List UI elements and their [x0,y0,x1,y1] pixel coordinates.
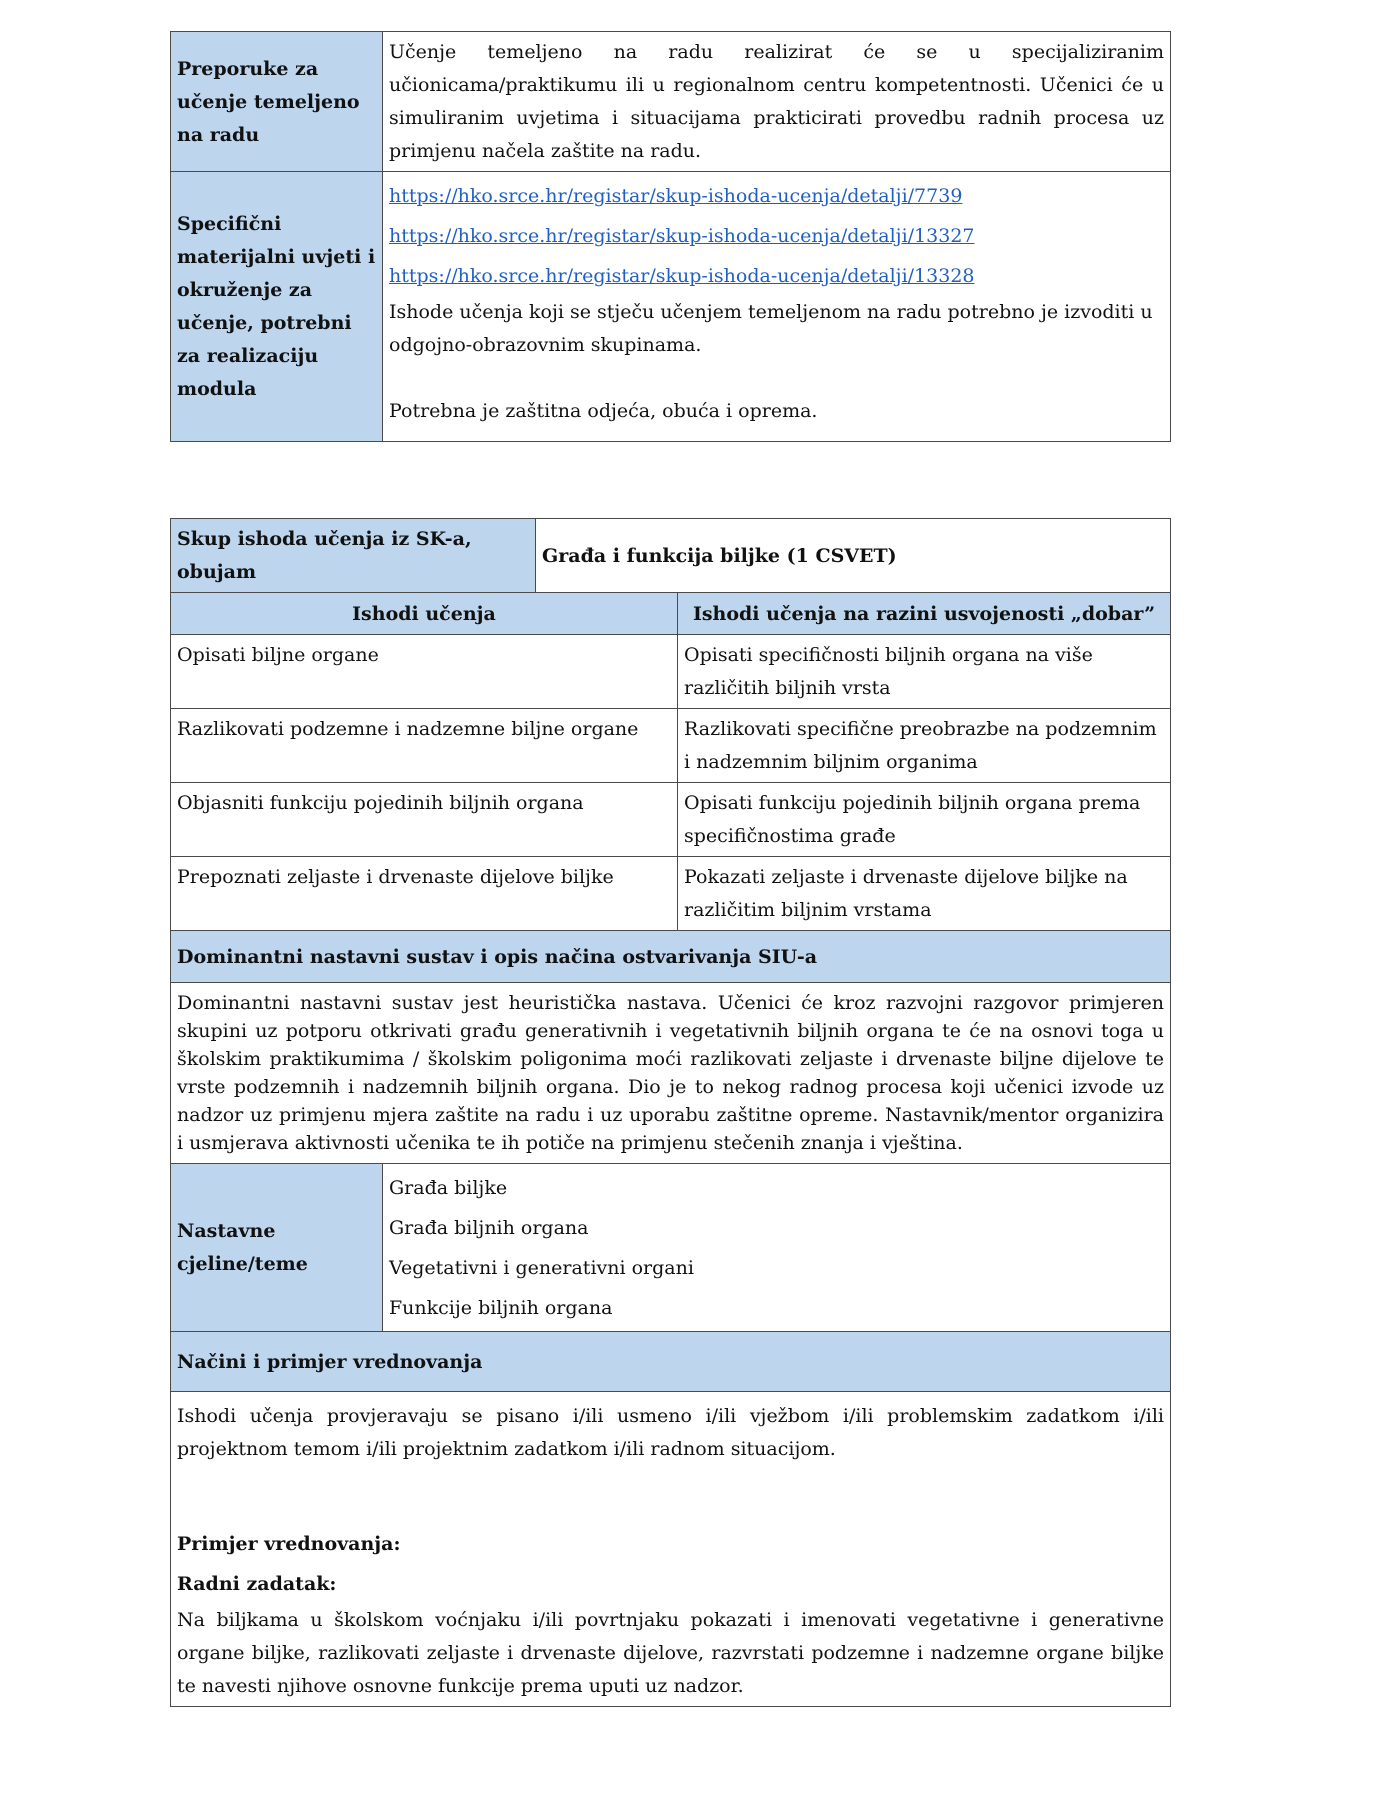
spacer [389,362,1164,395]
table-row [171,983,1171,1164]
column-header-row [171,593,1171,635]
set-label: Skup ishoda učenja iz SK-a, obujam [171,519,536,593]
task-label: Radni zadatak: [177,1573,337,1595]
eval-text: Ishodi učenja provjeravaju se pisano i/ili usmeno i/ili vježbom i/ili problemskim zadatkom i/ili projektnom temom i/ili projektnim zadatkom i/ili radnom situacijom. [177,1405,1164,1460]
eval-heading: Načini i primjer vrednovanja [171,1332,1171,1392]
table-row [171,32,1171,172]
eval-cell [171,1392,1171,1707]
learning-outcomes-table [170,518,1171,1707]
topic-item: Građa biljnih organa [389,1217,589,1239]
table-row [171,1392,1171,1707]
table-row [171,857,1171,931]
column-header-outcomes: Ishodi učenja [171,593,678,635]
topic-item: Vegetativni i generativni organi [389,1257,694,1279]
outcome-good: Opisati funkciju pojedinih biljnih organa prema specifičnostima građe [678,783,1171,857]
example-label: Primjer vrednovanja: [177,1533,401,1555]
module-conditions-table [170,31,1171,442]
hko-link[interactable]: https://hko.srce.hr/registar/skup-ishoda-ucenja/detalji/13328 [389,265,975,287]
outcome: Prepoznati zeljaste i drvenaste dijelove biljke [171,857,678,931]
table-row [171,172,1171,442]
table-row [171,709,1171,783]
system-text: Dominantni nastavni sustav jest heuristička nastava. Učenici će kroz razvojni razgovor primjeren skupini uz potporu otkrivati građu generativnih i vegetativnih biljnih organa te će na osnovi toga u školskim praktikumima / školskim poligonima moći razlikovati zeljaste i drvenaste biljne dijelove te vrste podzemnih i nadzemnih biljnih organa. Dio je to nekog radnog procesa koji učenici izvode uz nadzor uz primjenu mjera zaštite na radu i uz uporabu zaštitne opreme. Nastavnik/mentor organizira i usmjerava aktivnosti učenika te ih potiče na primjenu stečenih znanja i vještina. [171,983,1171,1164]
row-label: Preporuke za učenje temeljeno na radu [171,32,383,172]
outcome-good: Razlikovati specifične preobrazbe na podzemnim i nadzemnim biljnim organima [678,709,1171,783]
system-heading: Dominantni nastavni sustav i opis načina ostvarivanja SIU-a [171,931,1171,983]
spacer [177,1466,1164,1524]
section-heading-row [171,931,1171,983]
table-row [171,635,1171,709]
outcome-good: Opisati specifičnosti biljnih organa na više različitih biljnih vrsta [678,635,1171,709]
outcome: Razlikovati podzemne i nadzemne biljne organe [171,709,678,783]
outcome-good: Pokazati zeljaste i drvenaste dijelove biljke na različitim biljnim vrstama [678,857,1171,931]
equipment-text: Potrebna je zaštitna odjeća, obuća i oprema. [389,400,818,422]
outcome: Opisati biljne organe [171,635,678,709]
topics-cell [383,1164,1171,1332]
topics-row [171,1164,1171,1332]
hko-link[interactable]: https://hko.srce.hr/registar/skup-ishoda-ucenja/detalji/13327 [389,225,975,247]
section-heading-row [171,1332,1171,1392]
row-label: Specifični materijalni uvjeti i okruženje za učenje, potrebni za realizaciju modula [171,172,383,442]
set-value: Građa i funkcija biljke (1 CSVET) [536,519,1171,593]
outcome: Objasniti funkciju pojedinih biljnih organa [171,783,678,857]
task-text: Na biljkama u školskom voćnjaku i/ili povrtnjaku pokazati i imenovati vegetativne i generativne organe biljke, razlikovati zeljaste i drvenaste dijelove, razvrstati podzemne i nadzemne organe biljke te navesti njihove osnovne funkcije prema uputi uz nadzor. [177,1609,1164,1697]
set-row [171,519,1171,593]
conditions-cell [383,172,1171,442]
work-based-learning-text: Učenje temeljeno na radu realizirat će se u specijaliziranim učionicama/praktikumu ili u regionalnom centru kompetentnosti. Učenici će u simuliranim uvjetima i situacijama prakticirati provedbu radnih procesa uz primjenu načela zaštite na radu. [383,32,1171,172]
topic-item: Građa biljke [389,1177,508,1199]
hko-link[interactable]: https://hko.srce.hr/registar/skup-ishoda-ucenja/detalji/7739 [389,185,963,207]
conditions-text: Ishode učenja koji se stječu učenjem temeljenom na radu potrebno je izvoditi u odgojno-obrazovnim skupinama. [389,301,1153,356]
column-header-good-level: Ishodi učenja na razini usvojenosti „dobar” [678,593,1171,635]
table-row [171,783,1171,857]
topic-item: Funkcije biljnih organa [389,1297,613,1319]
topics-label: Nastavne cjeline/teme [171,1164,383,1332]
